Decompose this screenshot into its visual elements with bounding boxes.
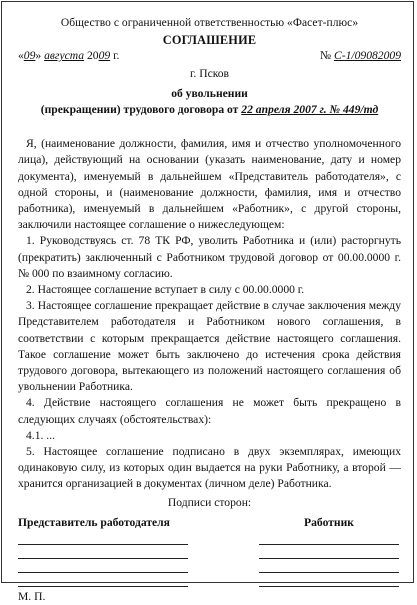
organization-name: Общество с ограниченной ответственностью «Фасет-плюс»: [60, 17, 359, 29]
contract-reference: 22 апреля 2007 г. № 449/тд: [241, 103, 379, 117]
paragraph-2: 2. Настоящее соглашение вступает в силу с 00.00.0000 г.: [26, 283, 305, 297]
city: г. Псков: [189, 66, 230, 80]
signature-block: [18, 515, 401, 587]
signature-line: [259, 559, 399, 573]
signature-line: [18, 545, 188, 559]
seal-label: М. П.: [18, 590, 46, 604]
signature-line: [259, 545, 399, 559]
paragraph-preamble: Я, (наименование должности, фамилия, имя и отчество уполномоченного лица), действующий на основании (указать наименование, дату и номер документа), именуемый в дальнейшем «Представитель работодателя», с одной стороны, и (наименование должности, фамилия, имя и отчество работника), именуемый в дальнейшем «Работник», с другой стороны, заключили настоящее соглашение о нижеследующем:: [18, 137, 401, 232]
document-title: СОГЛАШЕНИЕ: [162, 33, 257, 48]
paragraph-1: 1. Руководствуясь ст. 78 ТК РФ, уволить Работника и (или) расторгнуть (прекратить) заключенный с Работником трудовой договор от 00.00.0000 г. № 000 по взаимному согласию.: [18, 234, 401, 280]
date-number-row: [18, 48, 401, 64]
signature-line: [18, 531, 188, 545]
employee-label: Работник: [304, 515, 354, 529]
paragraph-4: 4. Действие настоящего соглашения не может быть прекращено в следующих случаях (обстоятельствах):: [18, 396, 401, 426]
date-day: 09: [23, 49, 36, 63]
agreement-body: [18, 136, 401, 492]
signatures-title: Подписи сторон:: [167, 495, 252, 509]
signature-line: [259, 573, 399, 587]
signature-line: [18, 559, 188, 573]
signature-line: [18, 573, 188, 587]
paragraph-5: 5. Настоящее соглашение подписано в двух экземплярах, имеющих одинаковую силу, из которых один выдается на руки Работнику, а второй — хранится организацией в документах (личном деле) Работника.: [18, 445, 401, 491]
employee-signature-column: [259, 515, 399, 587]
paragraph-4-1: 4.1. ...: [26, 428, 55, 442]
document-page: [1, 1, 414, 604]
document-subject: об увольнении (прекращении) трудового договора от 22 апреля 2007 г. № 449/тд: [40, 86, 379, 117]
paragraph-3: 3. Настоящее соглашение прекращает действие в случае заключения между Представителем работодателя и Работником нового соглашения, в соответствии с которым прекращается действие настоящего соглашения. Такое соглашение может быть заключено до истечения срока действия трудового договора, вытекающего из положений настоящего соглашения об увольнении Работника.: [18, 299, 401, 394]
date-year: 09: [98, 49, 111, 63]
employer-label: Представитель работодателя: [18, 515, 170, 529]
document-date: «09» августа 2009 г.: [18, 49, 120, 63]
agreement-document: [18, 15, 401, 605]
employer-signature-column: [18, 515, 188, 587]
date-month: августа: [44, 49, 85, 63]
document-number: № С-1/09082009: [320, 49, 401, 63]
signature-line: [259, 531, 399, 545]
